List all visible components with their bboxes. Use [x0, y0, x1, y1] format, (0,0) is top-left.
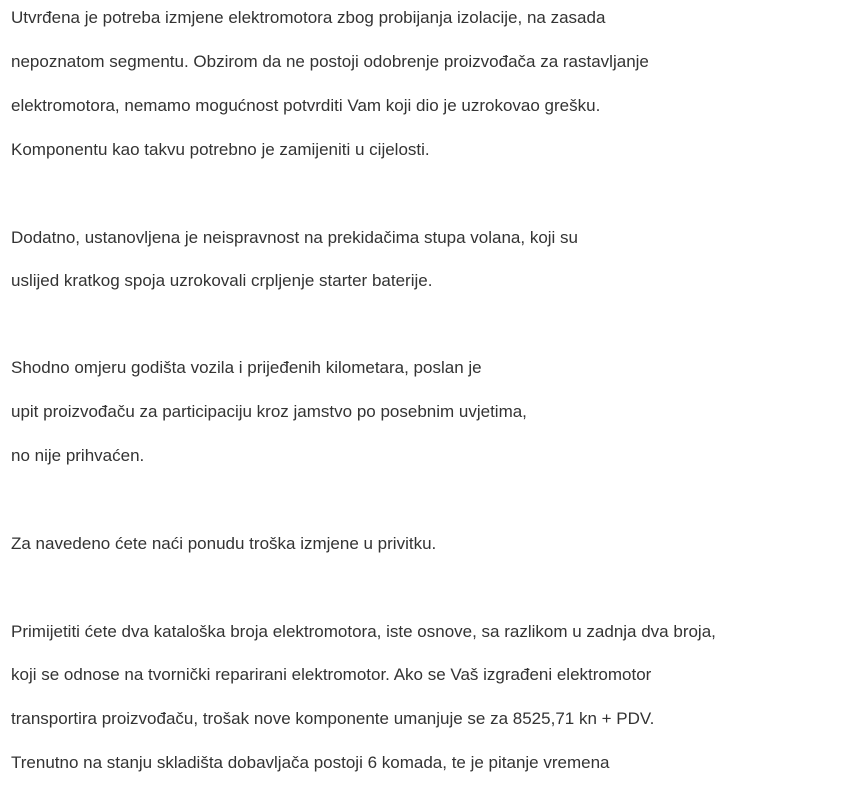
paragraph-2-line-2: uslijed kratkog spoja uzrokovali crpljenje starter baterije. — [11, 271, 433, 290]
paragraph-1-line-2: nepoznatom segmentu. Obzirom da ne postoji odobrenje proizvođača za rastavljanje — [11, 52, 649, 71]
paragraph-1-line-3: elektromotora, nemamo mogućnost potvrditi Vam koji dio je uzrokovao grešku. — [11, 96, 601, 115]
paragraph-5-line-4: Trenutno na stanju skladišta dobavljača postoji 6 komada, te je pitanje vremena — [11, 753, 610, 772]
paragraph-5-line-3: transportira proizvođaču, trošak nove komponente umanjuje se za 8525,71 kn + PDV. — [11, 709, 655, 728]
paragraph-1-line-1: Utvrđena je potreba izmjene elektromotora zbog probijanja izolacije, na zasada — [11, 8, 606, 27]
paragraph-2-line-1: Dodatno, ustanovljena je neispravnost na prekidačima stupa volana, koji su — [11, 228, 579, 247]
paragraph-1-line-4: Komponentu kao takvu potrebno je zamijeniti u cijelosti. — [11, 140, 430, 159]
paragraph-5-line-1: Primijetiti ćete dva kataloška broja elektromotora, iste osnove, sa razlikom u zadnja dva broja, — [11, 622, 716, 641]
paragraph-3-line-1: Shodno omjeru godišta vozila i prijeđenih kilometara, poslan je — [11, 358, 482, 377]
paragraph-3-line-2: upit proizvođaču za participaciju kroz jamstvo po posebnim uvjetima, — [11, 402, 527, 421]
paragraph-3-line-3: no nije prihvaćen. — [11, 446, 145, 465]
paragraph-5-line-2: koji se odnose na tvornički reparirani elektromotor. Ako se Vaš izgrađeni elektromotor — [11, 665, 652, 684]
paragraph-4-line-1: Za navedeno ćete naći ponudu troška izmjene u privitku. — [11, 534, 437, 553]
